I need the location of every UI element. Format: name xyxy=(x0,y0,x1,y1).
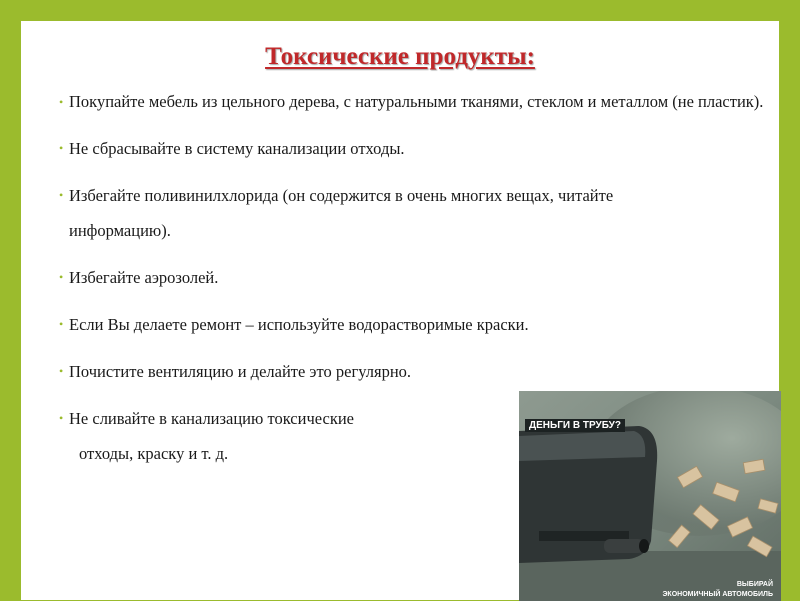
slide-title: Токсические продукты: xyxy=(265,43,535,70)
bullet-text: Избегайте поливинилхлорида (он содержится в очень многих вещах, читайте информацию). xyxy=(69,186,614,240)
bullet-item xyxy=(59,260,779,295)
bullet-dot-icon: • xyxy=(59,95,64,109)
bullet-text: Покупайте мебель из цельного дерева, с натуральными тканями, стеклом и металлом (не пластик). xyxy=(69,92,764,111)
bullet-dot-icon: • xyxy=(59,364,64,378)
bullet-continuation: отходы, краску и т. д. xyxy=(79,444,229,463)
bullet-item xyxy=(59,307,779,342)
bullet-item xyxy=(59,131,779,166)
bullet-text: Не сбрасывайте в систему канализации отходы. xyxy=(69,139,405,158)
exhaust-pipe-money-photo xyxy=(519,391,781,601)
bullet-text: Не сливайте в канализацию токсические xyxy=(69,409,354,428)
bullet-item xyxy=(59,85,779,119)
bullet-dot-icon: • xyxy=(59,188,64,202)
photo-caption-line1: ВЫБИРАЙ xyxy=(736,581,773,588)
bullet-text: Почистите вентиляцию и делайте это регулярно. xyxy=(69,362,412,381)
bullet-text: Избегайте аэрозолей. xyxy=(69,268,219,287)
bullet-item xyxy=(59,178,709,248)
bullet-dot-icon: • xyxy=(59,317,64,331)
bullet-text: Если Вы делаете ремонт – используйте водорастворимые краски. xyxy=(69,315,529,334)
bullet-dot-icon: • xyxy=(59,411,64,425)
bullet-dot-icon: • xyxy=(59,141,64,155)
bullet-dot-icon: • xyxy=(59,270,64,284)
photo-headline: ДЕНЬГИ В ТРУБУ? xyxy=(525,419,625,432)
bullet-item xyxy=(59,354,779,389)
slide xyxy=(21,21,779,600)
photo-caption-line2: ЭКОНОМИЧНЫЙ АВТОМОБИЛЬ xyxy=(662,591,773,598)
